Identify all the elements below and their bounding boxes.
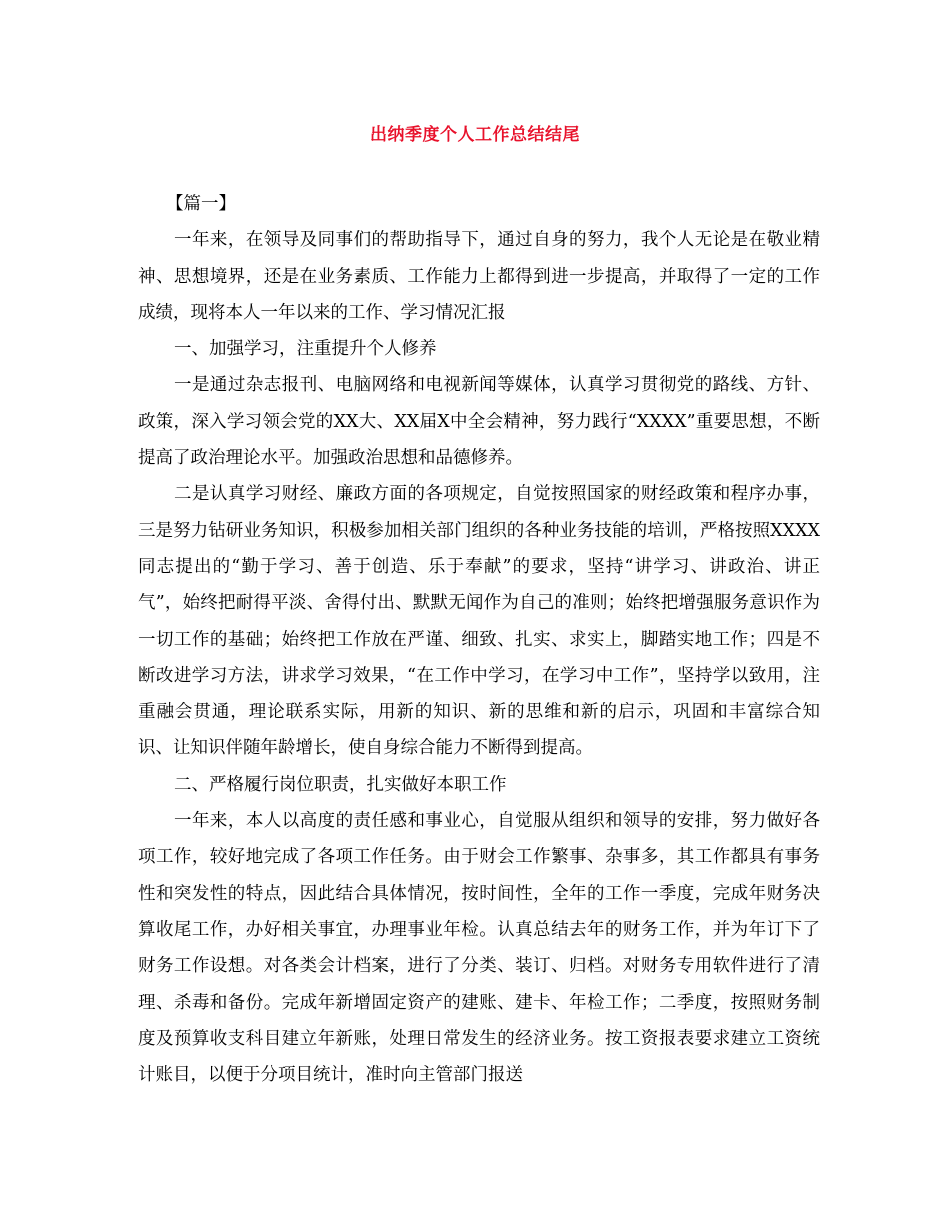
paragraph-study-1: 一是通过杂志报刊、电脑网络和电视新闻等媒体，认真学习贯彻党的路线、方针、政策，深入学习领会党的XX大、XX届X中全会精神，努力践行“XXXX”重要思想，不断提高了政治理论水平。加强政治思想和品德修养。 (138, 375, 820, 469)
document-title: 出纳季度个人工作总结结尾 (370, 125, 580, 145)
paragraph-study-2: 二是认真学习财经、廉政方面的各项规定，自觉按照国家的财经政策和程序办事，三是努力钻研业务知识，积极参加相关部门组织的各种业务技能的培训，严格按照XXXX同志提出的“勤于学习、善于创造、乐于奉献”的要求，坚持“讲学习、讲政治、讲正气”，始终把耐得平淡、舍得付出、默默无闻作为自己的准则；始终把增强服务意识作为一切工作的基础；始终把工作放在严谨、细致、扎实、求实上，脚踏实地工作；四是不断改进学习方法，讲求学习效果，“在工作中学习，在学习中工作”，坚持学以致用，注重融会贯通，理论联系实际，用新的知识、新的思维和新的启示，巩固和丰富综合知识、让知识伴随年龄增长，使自身综合能力不断得到提高。 (138, 484, 820, 759)
document-body (138, 186, 820, 1093)
section-heading-1: 一、加强学习，注重提升个人修养 (174, 339, 437, 360)
paragraph-duties: 一年来，本人以高度的责任感和事业心，自觉服从组织和领导的安排，努力做好各项工作，较好地完成了各项工作任务。由于财会工作繁事、杂事多，其工作都具有事务性和突发性的特点，因此结合具体情况，按时间性，全年的工作一季度，完成年财务决算收尾工作，办好相关事宜，办理事业年检。认真总结去年的财务工作，并为年订下了财务工作设想。对各类会计档案，进行了分类、装订、归档。对财务专用软件进行了清理、杀毒和备份。完成年新增固定资产的建账、建卡、年检工作；二季度，按照财务制度及预算收支科目建立年新账，处理日常发生的经济业务。按工资报表要求建立工资统计账目，以便于分项目统计，准时向主管部门报送 (138, 811, 820, 1086)
section-tag: 【篇一】 (166, 194, 236, 214)
paragraph-intro: 一年来，在领导及同事们的帮助指导下，通过自身的努力，我个人无论是在敬业精神、思想境界，还是在业务素质、工作能力上都得到进一步提高，并取得了一定的工作成绩，现将本人一年以来的工作、学习情况汇报 (138, 230, 820, 323)
section-heading-2: 二、严格履行岗位职责，扎实做好本职工作 (174, 774, 507, 795)
